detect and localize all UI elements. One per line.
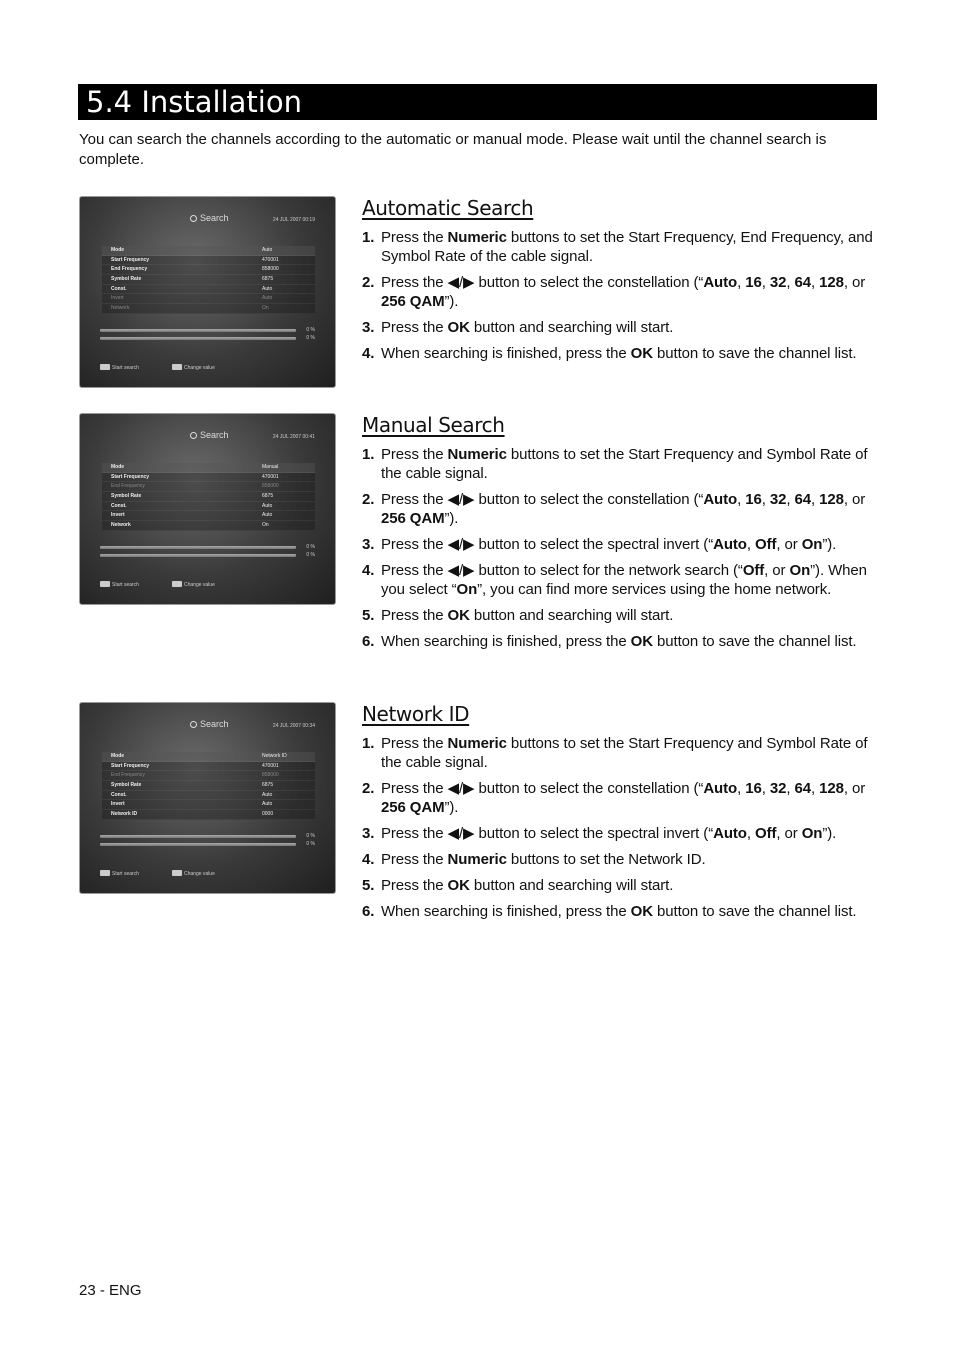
progress-bar (100, 337, 296, 340)
step-number: 4. (362, 344, 375, 362)
setting-value: 6875 (262, 276, 274, 283)
setting-name: Invert (111, 512, 125, 519)
step-number: 1. (362, 735, 375, 752)
table-row (102, 265, 315, 275)
progress-percent: 0 % (306, 841, 315, 847)
section-heading: Automatic Search (362, 196, 534, 220)
section-content (362, 196, 880, 370)
ok-key-icon (172, 581, 182, 587)
setting-value: Auto (262, 247, 273, 253)
progress-percent: 0 % (306, 833, 315, 839)
keyword: 16 (745, 491, 762, 509)
table-row (102, 791, 315, 801)
setting-value: 6875 (262, 782, 274, 789)
setting-name: Start Frequency (111, 473, 150, 480)
screen-title-text: Search (200, 213, 229, 223)
setting-value: On (262, 522, 269, 529)
table-row (102, 752, 315, 762)
screen-date: 24 JUL 2007 00:19 (272, 217, 315, 223)
section-title-bar (78, 84, 877, 120)
keyword: On (789, 561, 811, 579)
settings-table (102, 463, 315, 531)
keyword: Numeric (447, 446, 507, 463)
table-row (102, 502, 315, 512)
setting-value: 470001 (262, 473, 279, 480)
keyword: Numeric (447, 735, 507, 752)
setting-value: 858000 (262, 772, 279, 779)
step-number: 6. (362, 632, 375, 650)
keyword: OK (630, 344, 653, 362)
ok-key-icon (172, 364, 182, 370)
progress-percent: 0 % (306, 335, 315, 341)
progress-percent: 0 % (306, 552, 315, 558)
keyword: Numeric (447, 229, 507, 246)
search-screen-thumbnail (79, 413, 336, 605)
footer-hint-text: Change value (184, 871, 215, 877)
table-row (102, 492, 315, 502)
settings-table (102, 752, 315, 820)
list-item: 1. Press the Numeric buttons to set the Start Frequency and Symbol Rate of the cable signal. (362, 735, 868, 772)
setting-name: Start Frequency (111, 256, 150, 263)
setting-name: End Frequency (111, 772, 145, 779)
keyword: Auto (703, 491, 738, 509)
keyword: 256 QAM (381, 510, 445, 528)
footer-hint-text: Change value (184, 365, 215, 371)
search-icon (190, 215, 197, 222)
search-screen-thumbnail (79, 702, 336, 894)
list-item: 6. When searching is finished, press the OK button to save the channel list. (362, 902, 857, 920)
table-row (102, 246, 315, 256)
step-number: 4. (362, 561, 375, 579)
keyword: 16 (745, 780, 762, 798)
progress-bar (100, 554, 296, 557)
list-item: 3. Press the ◀/▶ button to select the spectral invert (“Auto, Off, or On”). (362, 825, 837, 843)
settings-table (102, 246, 315, 314)
keyword: Off (742, 561, 765, 579)
list-item: 2. Press the ◀/▶ button to select the constellation (“Auto, 16, 32, 64, 128, or 256 QAM”). (362, 780, 866, 817)
screen-title (190, 719, 229, 729)
setting-value: Manual (262, 464, 279, 470)
screen-title (190, 213, 229, 223)
setting-name: Mode (111, 247, 125, 253)
table-row (102, 256, 315, 266)
step-number: 4. (362, 850, 375, 868)
step-number: 2. (362, 491, 375, 509)
keyword: 32 (769, 780, 787, 798)
keyword: On (801, 536, 823, 554)
list-item: 5. Press the OK button and searching will start. (362, 607, 674, 625)
section-content (362, 413, 880, 658)
red-key-icon (100, 364, 110, 370)
setting-name: Const. (111, 791, 127, 798)
footer-hint (172, 581, 215, 588)
keyword: Auto (703, 780, 738, 798)
setting-name: End Frequency (111, 266, 148, 273)
setting-name: Network (111, 305, 130, 312)
setting-name: Network (111, 522, 131, 529)
footer-hint (172, 870, 215, 877)
list-item: 3. Press the ◀/▶ button to select the spectral invert (“Auto, Off, or On”). (362, 536, 837, 554)
table-row (102, 771, 315, 781)
setting-value: Auto (262, 295, 273, 302)
footer-hint-text: Start search (112, 871, 139, 877)
footer-hint (100, 581, 139, 588)
page-title: 5.4 Installation (86, 85, 302, 119)
table-row (102, 800, 315, 810)
page-number: 23 - ENG (79, 1282, 142, 1299)
setting-value: 0000 (262, 811, 274, 818)
intro-paragraph: You can search the channels according to the automatic or manual mode. Please wait until the channel search is complete. (79, 131, 827, 168)
progress-bar (100, 835, 296, 838)
list-item: 4. Press the Numeric buttons to set the Network ID. (362, 850, 706, 868)
screen-title (190, 430, 229, 440)
step-number: 1. (362, 446, 375, 463)
setting-value: 6875 (262, 493, 274, 500)
keyword: 256 QAM (381, 799, 445, 817)
table-row (102, 511, 315, 521)
setting-value: 470001 (262, 762, 279, 769)
setting-name: Symbol Rate (111, 276, 142, 283)
keyword: 64 (794, 491, 811, 509)
red-key-icon (100, 581, 110, 587)
steps-list (362, 228, 880, 363)
step-number: 5. (362, 876, 375, 894)
list-item: 6. When searching is finished, press the OK button to save the channel list. (362, 632, 857, 650)
table-row (102, 463, 315, 473)
step-number: 1. (362, 229, 375, 246)
setting-value: 470001 (262, 256, 279, 263)
step-number: 2. (362, 780, 375, 798)
step-number: 3. (362, 319, 375, 337)
ok-key-icon (172, 870, 182, 876)
footer-hint (172, 364, 215, 371)
keyword: 128 (819, 780, 844, 798)
keyword: Off (755, 825, 777, 843)
setting-value: Auto (262, 285, 273, 292)
table-row (102, 762, 315, 772)
progress-bar (100, 329, 296, 332)
keyword: OK (447, 876, 470, 894)
table-row (102, 275, 315, 285)
keyword: Auto (703, 274, 738, 292)
setting-name: Const. (111, 285, 127, 292)
keyword: 128 (819, 274, 844, 292)
keyword: Off (755, 536, 777, 554)
footer-hint (100, 364, 139, 371)
footer-hint-text: Start search (112, 582, 139, 588)
keyword: Numeric (447, 850, 507, 868)
setting-value: Auto (262, 801, 273, 808)
keyword: 64 (794, 780, 811, 798)
setting-name: Start Frequency (111, 762, 150, 769)
list-item: 4. Press the ◀/▶ button to select for the network search (“Off, or On”). When you select “On”, you can find more services using the home network. (362, 561, 867, 599)
keyword: 64 (794, 274, 811, 292)
keyword: 128 (819, 491, 844, 509)
setting-value: Auto (262, 502, 273, 509)
steps-list (362, 445, 880, 651)
screen-title-text: Search (200, 719, 229, 729)
screen-date: 24 JUL 2007 00:41 (272, 434, 315, 440)
setting-name: End Frequency (111, 483, 145, 490)
red-key-icon (100, 870, 110, 876)
list-item: 5. Press the OK button and searching will start. (362, 876, 674, 894)
setting-name: Symbol Rate (111, 782, 142, 789)
keyword: On (801, 825, 823, 843)
step-number: 6. (362, 902, 375, 920)
step-number: 3. (362, 536, 375, 554)
keyword: OK (630, 902, 653, 920)
setting-name: Network ID (111, 811, 138, 818)
setting-value: On (262, 305, 269, 312)
search-icon (190, 432, 197, 439)
footer-hint (100, 870, 139, 877)
list-item: 1. Press the Numeric buttons to set the Start Frequency and Symbol Rate of the cable signal. (362, 446, 868, 483)
setting-value: 858000 (262, 266, 279, 273)
footer-hint-text: Change value (184, 582, 215, 588)
setting-name: Invert (111, 295, 124, 302)
list-item: 3. Press the OK button and searching will start. (362, 319, 674, 337)
list-item: 1. Press the Numeric buttons to set the Start Frequency, End Frequency, and Symbol Rate of the cable signal. (362, 229, 873, 266)
setting-name: Mode (111, 753, 125, 759)
keyword: OK (447, 319, 470, 337)
table-row (102, 294, 315, 304)
table-row (102, 285, 315, 295)
table-row (102, 781, 315, 791)
setting-name: Const. (111, 502, 127, 509)
setting-name: Symbol Rate (111, 493, 142, 500)
setting-value: Auto (262, 791, 273, 798)
keyword: On (456, 581, 478, 599)
table-row (102, 304, 315, 314)
progress-bar (100, 843, 296, 846)
table-row (102, 473, 315, 483)
keyword: OK (630, 632, 653, 650)
section-heading: Network ID (362, 702, 470, 726)
keyword: 256 QAM (381, 293, 445, 311)
step-number: 2. (362, 274, 375, 292)
keyword: Auto (713, 825, 747, 843)
list-item: 4. When searching is finished, press the OK button to save the channel list. (362, 344, 857, 362)
keyword: 16 (745, 274, 762, 292)
step-number: 5. (362, 607, 375, 625)
setting-value: Network ID (262, 753, 287, 759)
list-item: 2. Press the ◀/▶ button to select the constellation (“Auto, 16, 32, 64, 128, or 256 QAM”). (362, 274, 866, 311)
footer-hint-text: Start search (112, 365, 139, 371)
keyword: OK (447, 607, 470, 625)
search-icon (190, 721, 197, 728)
setting-value: 858000 (262, 483, 279, 490)
section-content (362, 702, 880, 927)
progress-bar (100, 546, 296, 549)
table-row (102, 482, 315, 492)
keyword: 32 (769, 491, 787, 509)
table-row (102, 521, 315, 531)
search-screen-thumbnail (79, 196, 336, 388)
screen-title-text: Search (200, 430, 229, 440)
table-row (102, 810, 315, 820)
setting-name: Mode (111, 464, 125, 470)
progress-percent: 0 % (306, 327, 315, 333)
keyword: Auto (713, 536, 747, 554)
setting-value: Auto (262, 512, 273, 519)
progress-percent: 0 % (306, 544, 315, 550)
section-heading: Manual Search (362, 413, 505, 437)
keyword: 32 (769, 274, 787, 292)
setting-name: Invert (111, 801, 125, 808)
steps-list (362, 734, 880, 921)
list-item: 2. Press the ◀/▶ button to select the constellation (“Auto, 16, 32, 64, 128, or 256 QAM”). (362, 491, 866, 528)
screen-date: 24 JUL 2007 00:34 (272, 723, 315, 729)
step-number: 3. (362, 825, 375, 843)
